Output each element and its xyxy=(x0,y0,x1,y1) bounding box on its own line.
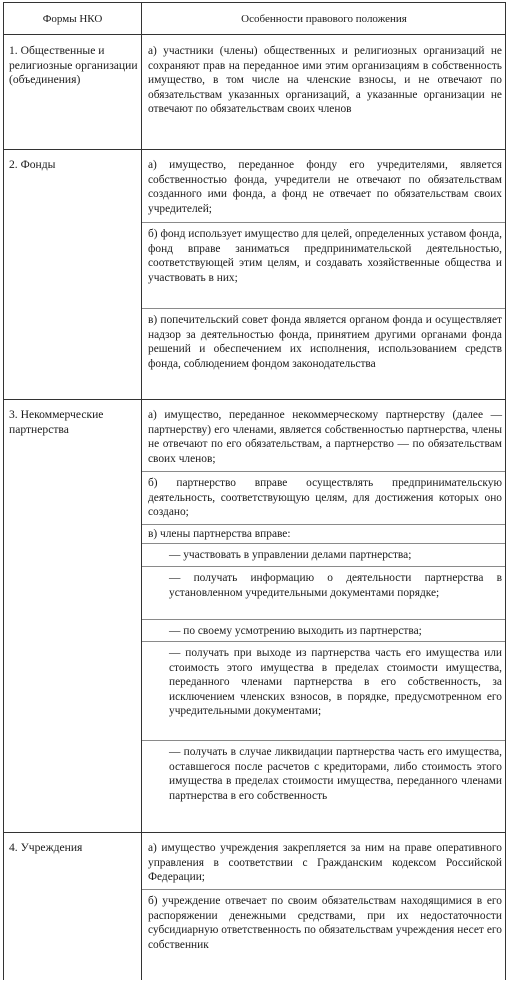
row-4-form: 4. Учреждения xyxy=(9,841,83,854)
row-3-form: 3. Некоммерческие партнерства xyxy=(9,408,104,436)
row-1-form: 1. Общественные и религиозные организации (объединения) xyxy=(9,44,138,87)
row-3-subitem-2: — получать информацию о деятельности партнерства в установленном учредительными документами порядке; xyxy=(169,572,502,599)
row-3-subitem-5: — получать в случае ликвидации партнерства часть его имущества, оставшегося после расчетов с кредиторами, либо стоимость этого имущества в пределах стоимости имущества, переданного членами партнерства в его собственность xyxy=(169,746,502,802)
item-separator xyxy=(142,619,505,620)
row-3-subitem-1: — участвовать в управлении делами партнерства; xyxy=(169,549,412,561)
item-separator xyxy=(142,641,505,642)
row-3-item-b: б) партнерство вправе осуществлять предпринимательскую деятельность, соответствующую целям, для достижения которых оно создано; xyxy=(148,477,502,519)
item-separator xyxy=(142,566,505,567)
item-separator xyxy=(142,308,505,309)
row-3-item-v: в) члены партнерства вправе: xyxy=(148,528,291,540)
row-border xyxy=(4,832,506,833)
row-2-item-b: б) фонд использует имущество для целей, определенных уставом фонда, фонд вправе заниматься предпринимательской деятельностью, соответствующей этим целям, и создавать хозяйственные общества и участвовать в них; xyxy=(148,228,502,284)
row-2-item-v: в) попечительский совет фонда является органом фонда и осуществляет надзор за деятельностью фонда, принятием другими органами фонда решений и обеспечением их исполнения, использованием средств фонда, соблюдением фондом законодательства xyxy=(148,314,502,370)
row-4-item-a: а) имущество учреждения закрепляется за ним на праве оперативного управления в соответствии с Гражданским кодексом Российской Федерации; xyxy=(148,842,502,884)
item-separator xyxy=(142,222,505,223)
row-4-item-b: б) учреждение отвечает по своим обязательствам находящимися в его распоряжении денежными средствами, при их недостаточности субсидиарную ответственность по обязательствам учреждения несет его собственник xyxy=(148,895,502,951)
row-3-subitem-3: — по своему усмотрению выходить из партнерства; xyxy=(169,625,422,637)
item-separator xyxy=(142,889,505,890)
item-separator xyxy=(142,543,505,544)
nko-table xyxy=(3,2,506,980)
header-features: Особенности правового положения xyxy=(241,13,407,25)
header-bottom-border xyxy=(4,34,506,35)
item-separator xyxy=(142,471,505,472)
row-border xyxy=(4,149,506,150)
item-separator xyxy=(142,740,505,741)
header-forms: Формы НКО xyxy=(42,13,103,25)
row-1-item-a: а) участники (члены) общественных и религиозных организаций не сохраняют прав на переданное ими этим организациям в собственность имущество, в том числе на членские взносы, и не отвечают по обязательствам указанных организаций, а указанные организации не отвечают по обязательствам своих членов xyxy=(148,45,502,116)
row-border xyxy=(4,399,506,400)
item-separator xyxy=(142,524,505,525)
row-3-item-a: а) имущество, переданное некоммерческому партнерству (далее — партнерству) его членами, является собственностью партнерства, члены не отвечают по его обязательствам, а партнерство — по обязательствам своих членов; xyxy=(148,409,502,465)
row-2-form: 2. Фонды xyxy=(9,158,56,171)
row-2-item-a: а) имущество, переданное фонду его учредителями, является собственностью фонда, учредители не отвечают по обязательствам созданного ими фонда, а фонд не отвечает по обязательствам своих учредителей; xyxy=(148,159,502,215)
row-3-subitem-4: — получать при выходе из партнерства часть его имущества или стоимость этого имущества в пределах стоимости имущества, переданного членами партнерства в его собственность, за исключением членских взносов, в порядке, предусмотренном его учредительными документами; xyxy=(169,647,502,718)
